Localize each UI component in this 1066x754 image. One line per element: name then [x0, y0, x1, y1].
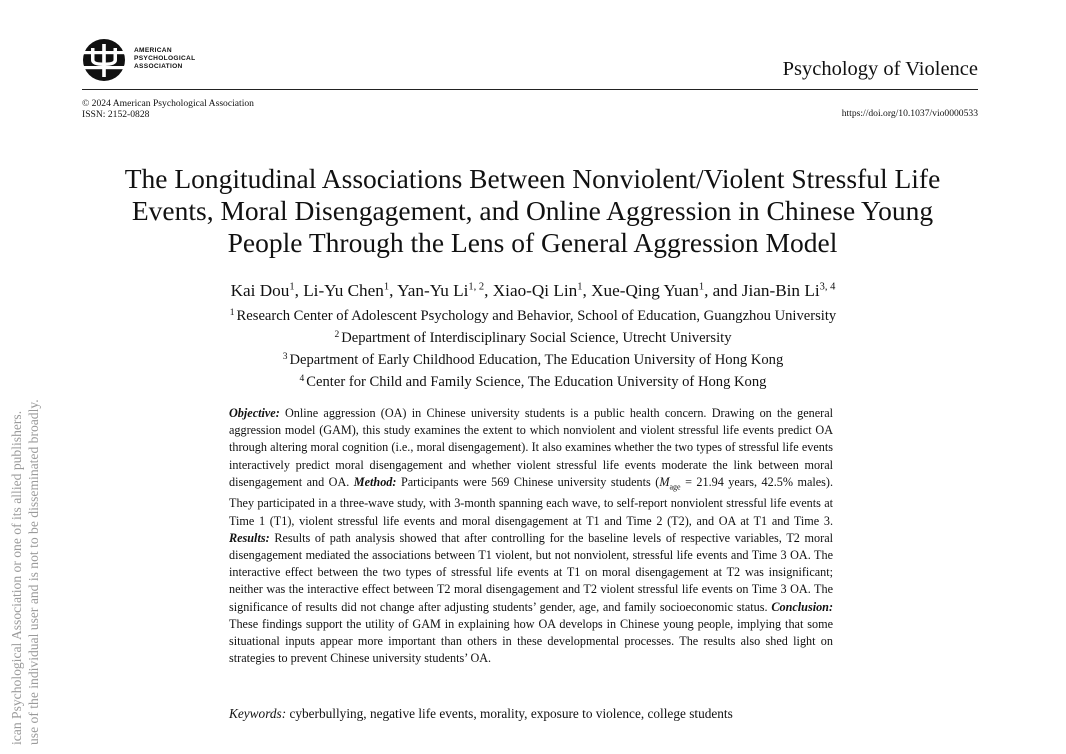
author-separator: ,	[484, 281, 493, 300]
title-line: Events, Moral Disengagement, and Online Aggression in Chinese Young	[131, 195, 934, 226]
mean-age-subscript: age	[669, 482, 681, 492]
author-affil-mark: 3, 4	[819, 281, 836, 293]
author-affil-mark: 1	[698, 281, 705, 293]
copyright-side-note	[8, 0, 42, 745]
header-rule	[82, 89, 978, 90]
author-affil-mark: 1	[289, 281, 295, 293]
keywords	[229, 706, 733, 722]
author-name: Li-Yu Chen	[303, 281, 384, 300]
affiliation-text: Department of Early Childhood Education, The Education University of Hong Kong	[289, 352, 784, 368]
affiliation-text: Department of Interdisciplinary Social Science, Utrecht University	[341, 330, 732, 346]
author-affil-mark: 1	[577, 281, 583, 293]
apa-logo	[82, 38, 212, 84]
logo-line: ASSOCIATION	[134, 63, 183, 70]
objective-text: Online aggression (OA) in Chinese university students is a public health concern. Drawing on the general aggression model (GAM), this study examines the extent to which nonviolent and violent stressful life events predict OA through altering moral cognition (i.e., moral disengagement). It also examines whether the two types of stressful life events interactively predict moral disengagement and whether violent stressful life events moderate the link between moral disengagement and OA.	[229, 406, 834, 489]
title-line: People Through the Lens of General Aggression Model	[227, 227, 838, 258]
author-name: Yan-Yu Li	[397, 281, 469, 300]
logo-wordmark	[134, 47, 195, 71]
author-list	[0, 281, 1066, 301]
author-separator: ,	[294, 281, 304, 300]
logo-line: AMERICAN	[134, 47, 172, 54]
apa-psi-logo-icon	[82, 38, 126, 82]
method-label: Method:	[353, 474, 397, 489]
article-title	[60, 163, 1005, 259]
affiliation-text: Research Center of Adolescent Psychology and Behavior, School of Education, Guangzhou University	[236, 308, 837, 324]
doi-link[interactable]: https://doi.org/10.1037/vio0000533	[841, 108, 978, 119]
side-note-line: use of the individual user and is not to be disseminated broadly.	[26, 399, 41, 745]
affiliation-number: 2	[334, 330, 340, 340]
affiliation-item	[0, 370, 1066, 392]
copyright-line: © 2024 American Psychological Association	[82, 98, 254, 109]
author-name: Xiao-Qi Lin	[492, 281, 578, 300]
author-name: Xue-Qing Yuan	[591, 281, 699, 300]
author-affil-mark: 1	[383, 281, 390, 293]
keywords-text: cyberbullying, negative life events, morality, exposure to violence, college students	[289, 706, 733, 721]
affiliation-list	[0, 304, 1066, 392]
side-note-line: ican Psychological Association or one of its allied publishers.	[9, 410, 24, 745]
title-line: The Longitudinal Associations Between Nonviolent/Violent Stressful Life	[124, 163, 941, 194]
author-separator: ,	[389, 281, 398, 300]
affiliation-text: Center for Child and Family Science, The Education University of Hong Kong	[306, 374, 767, 390]
issn-line: ISSN: 2152-0828	[82, 109, 150, 120]
author-separator: , and	[704, 281, 742, 300]
journal-name: Psychology of Violence	[782, 58, 978, 80]
author-name: Kai Dou	[230, 281, 290, 300]
mean-age-symbol: M	[659, 474, 670, 489]
author-affil-mark: 1, 2	[468, 281, 485, 293]
copyright-block	[82, 98, 254, 120]
keywords-label: Keywords:	[229, 706, 287, 721]
author-separator: ,	[582, 281, 592, 300]
affiliation-item	[0, 326, 1066, 348]
results-text: Results of path analysis showed that after controlling for the baseline levels of respective variables, T2 moral disengagement mediated the associations between T1 violent, but not nonviolent, stressful life events and Time 3 OA. The interactive effect between the two types of stressful life events at T1 on moral disengagement at T2 was insignificant; neither was the interactive effect between T2 moral disengagement and T2 violent stressful life events on Time 3 OA. The significance of results did not change after adjusting students’ gender, age, and family socioeconomic status.	[229, 530, 833, 614]
logo-line: PSYCHOLOGICAL	[134, 55, 196, 62]
author-name: Jian-Bin Li	[741, 281, 820, 300]
objective-label: Objective:	[229, 406, 280, 420]
results-label: Results:	[229, 530, 270, 545]
affiliation-number: 3	[282, 352, 288, 362]
affiliation-item	[0, 348, 1066, 370]
method-text-cont: = 21.94 years, 42.5% males). They participated in a three-wave study, with 3-month spanning each wave, to self-report nonviolent stressful life events at Time 1 (T1), violent stressful life events and moral disengagement at T1 and Time 2 (T2), and OA at T1 and Time 3.	[229, 474, 834, 528]
method-text: Participants were 569 Chinese university students (	[400, 474, 660, 489]
abstract	[229, 405, 833, 667]
conclusion-text: These findings support the utility of GAM in explaining how OA develops in Chinese young people, implying that some situational inputs appear more important than others in these developmental processes. The results also shed light on strategies to prevent Chinese university students’ OA.	[229, 616, 833, 666]
affiliation-number: 4	[299, 374, 305, 384]
affiliation-number: 1	[229, 308, 235, 318]
conclusion-label: Conclusion:	[771, 599, 834, 614]
affiliation-item	[0, 304, 1066, 326]
